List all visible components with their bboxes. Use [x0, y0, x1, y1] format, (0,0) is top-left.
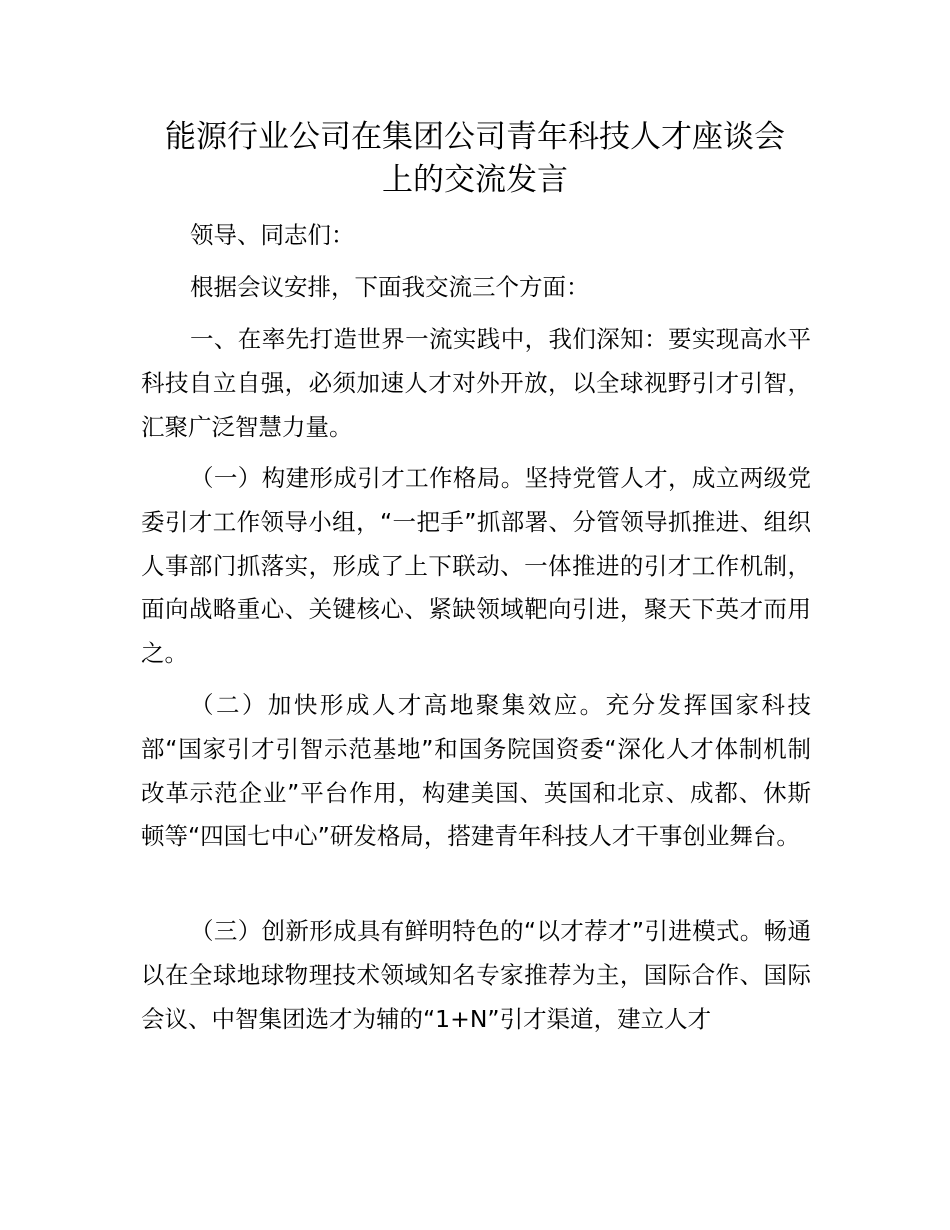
point-three-paragraph: （三）创新形成具有鲜明特色的“以才荐才”引进模式。畅通以在全球地球物理技术领域知名专家推荐为主，国际合作、国际会议、中智集团选才为辅的“1+N”引才渠道，建立人才 — [141, 917, 811, 1033]
intro-paragraph: 根据会议安排，下面我交流三个方面： — [190, 273, 590, 301]
title-line-1: 能源行业公司在集团公司青年科技人才座谈会 — [165, 119, 785, 155]
title-line-2: 上的交流发言 — [382, 162, 568, 198]
salutation: 领导、同志们： — [190, 221, 355, 249]
point-two-paragraph: （二）加快形成人才高地聚集效应。充分发挥国家科技部“国家引才引智示范基地”和国务院国资委“深化人才体制机制改革示范企业”平台作用，构建美国、英国和北京、成都、休斯顿等“四国七中心”研发格局，搭建青年科技人才干事创业舞台。 — [141, 691, 811, 851]
point-one-paragraph: （一）构建形成引才工作格局。坚持党管人才，成立两级党委引才工作领导小组，“一把手”抓部署、分管领导抓推进、组织人事部门抓落实，形成了上下联动、一体推进的引才工作机制，面向战略重心、关键核心、紧缺领域靶向引进，聚天下英才而用之。 — [141, 464, 811, 668]
document-title — [125, 116, 825, 202]
section-one-paragraph: 一、在率先打造世界一流实践中，我们深知：要实现高水平科技自立自强，必须加速人才对外开放，以全球视野引才引智，汇聚广泛智慧力量。 — [141, 325, 811, 441]
